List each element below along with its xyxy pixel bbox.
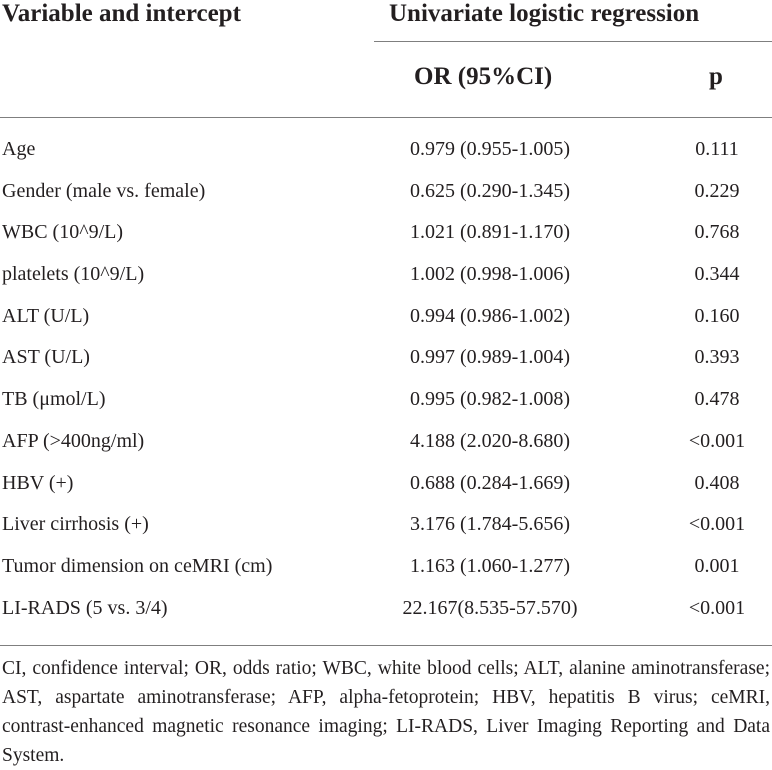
table-row [0,213,772,255]
variable-cell: HBV (+) [2,471,74,494]
variable-cell: Gender (male vs. female) [2,179,206,202]
or-cell: 0.625 (0.290-1.345) [410,179,570,202]
table-footnote: CI, confidence interval; OR, odds ratio; WBC, white blood cells; ALT, alanine aminotransferase; AST, aspartate aminotransferase; AFP, alpha-fetoprotein; HBV, hepatitis B virus; ceMRI, contrast-enhanced magnetic resonance imaging; LI-RADS, Liver Imaging Reporting and Data System. [2,658,770,766]
table-row [0,589,772,631]
p-cell: <0.001 [688,429,746,452]
table-row [0,547,772,589]
variable-cell: Tumor dimension on ceMRI (cm) [2,554,273,577]
variable-cell: LI-RADS (5 vs. 3/4) [2,596,168,619]
p-cell: 0.160 [694,304,740,327]
or-cell: 0.979 (0.955-1.005) [410,138,570,160]
table-row [0,172,772,214]
or-cell: 1.021 (0.891-1.170) [410,221,570,244]
or-cell: 0.995 (0.982-1.008) [410,388,570,411]
variable-cell: platelets (10^9/L) [2,263,145,286]
table-row [0,338,772,380]
variable-cell: TB (μmol/L) [2,388,106,411]
table-row [0,297,772,339]
p-cell: <0.001 [688,596,746,619]
p-cell: 0.478 [694,388,740,411]
p-column-header: p [709,63,723,90]
p-cell: 0.001 [694,554,740,577]
p-cell: 0.768 [694,221,740,244]
or-cell: 4.188 (2.020-8.680) [410,429,570,452]
p-cell: 0.229 [694,179,740,202]
or-cell: 3.176 (1.784-5.656) [410,513,570,536]
p-cell: 0.393 [694,346,740,369]
table-row [0,505,772,547]
table-row [0,255,772,297]
or-column-header: OR (95%CI) [414,63,553,90]
group-header-rule [374,41,772,42]
table-row [0,422,772,464]
univariate-group-header: Univariate logistic regression [389,0,700,27]
table-body [0,130,772,630]
footer-rule [0,645,772,646]
table-row [0,464,772,506]
header-rule [0,117,772,118]
variable-cell: Age [2,138,36,160]
variable-cell: Liver cirrhosis (+) [2,513,149,536]
or-cell: 22.167(8.535-57.570) [402,596,578,619]
variable-column-header: Variable and intercept [2,0,241,27]
variable-cell: AST (U/L) [2,346,90,369]
p-cell: <0.001 [688,513,746,536]
variable-cell: ALT (U/L) [2,304,90,327]
table-row [0,130,772,172]
or-cell: 1.163 (1.060-1.277) [410,554,570,577]
p-cell: 0.111 [695,138,739,160]
or-cell: 1.002 (0.998-1.006) [410,263,570,286]
p-cell: 0.344 [694,263,740,286]
variable-cell: WBC (10^9/L) [2,221,124,244]
or-cell: 0.994 (0.986-1.002) [410,304,570,327]
or-cell: 0.688 (0.284-1.669) [410,471,570,494]
or-cell: 0.997 (0.989-1.004) [410,346,570,369]
table-row [0,380,772,422]
variable-cell: AFP (>400ng/ml) [2,429,145,452]
p-cell: 0.408 [694,471,740,494]
